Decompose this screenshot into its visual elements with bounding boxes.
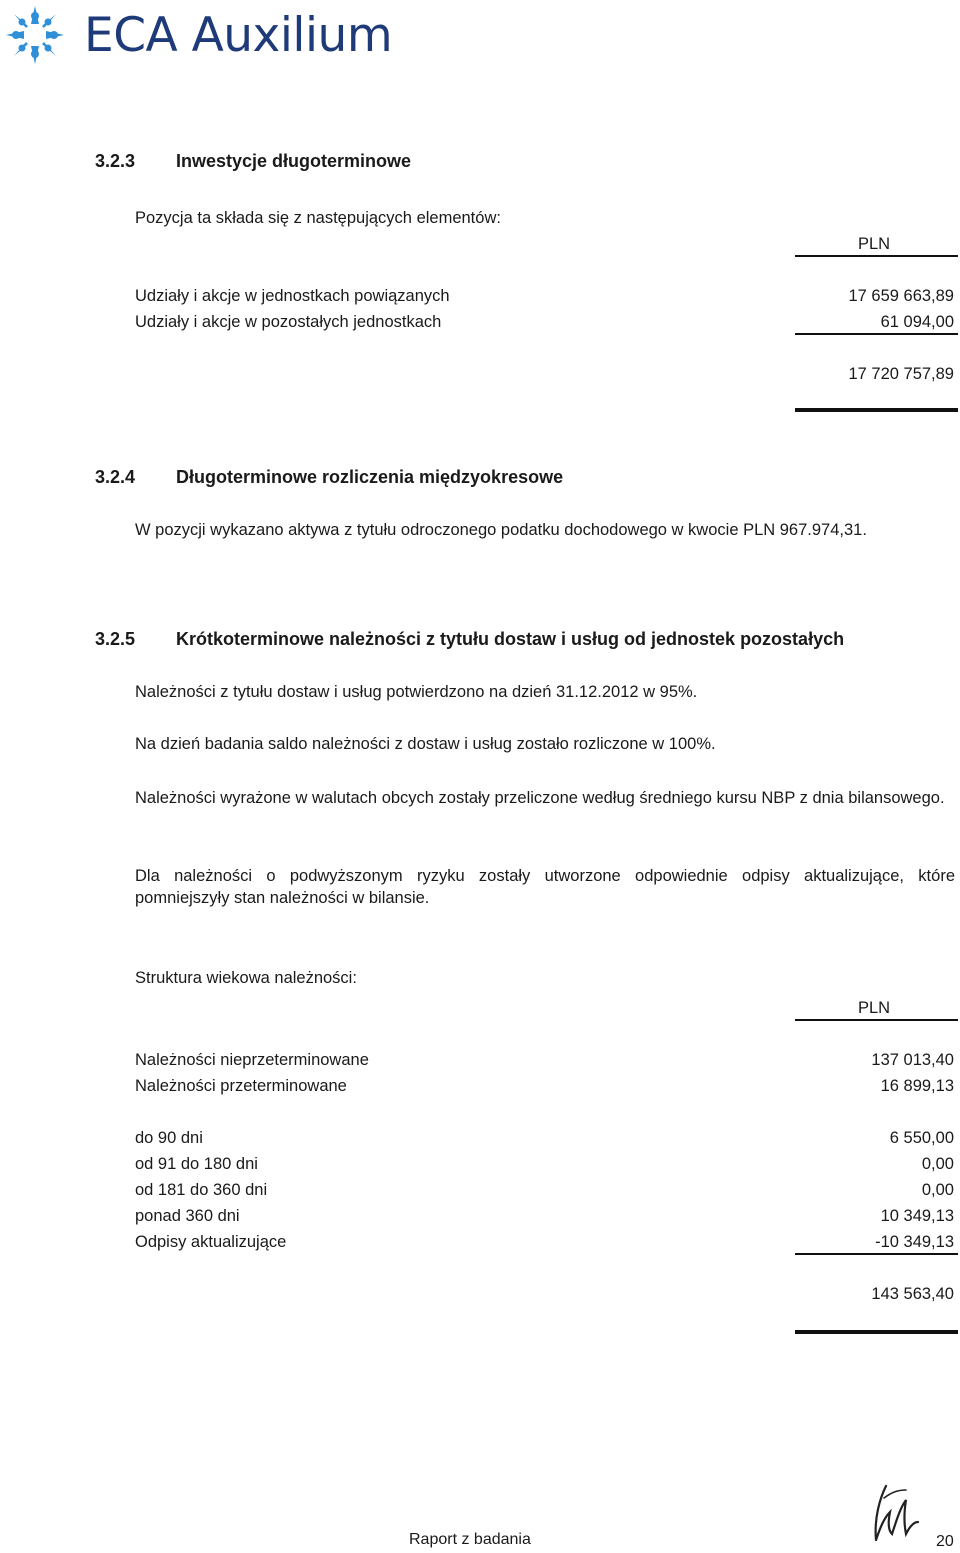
section-number: 3.2.3	[95, 151, 136, 171]
table-row-label: Udziały i akcje w jednostkach powiązanych	[135, 287, 450, 305]
section-title: Długoterminowe rozliczenia międzyokresowe	[176, 467, 564, 487]
table-row-value: 16 899,13	[880, 1077, 954, 1095]
structure-title: Struktura wiekowa należności:	[135, 969, 357, 987]
paragraph: Na dzień badania saldo należności z dostaw i usług zostało rozliczone w 100%.	[135, 735, 716, 753]
company-logo-text: ECA Auxilium	[84, 8, 393, 63]
table-row-value: -10 349,13	[875, 1233, 954, 1251]
total-value: 17 720 757,89	[848, 365, 954, 383]
table-row-value: 6 550,00	[889, 1129, 954, 1147]
table-row-value: 0,00	[921, 1155, 954, 1173]
total-value: 143 563,40	[871, 1285, 954, 1303]
table-row-label: od 181 do 360 dni	[135, 1181, 268, 1199]
table-row-label: Należności przeterminowane	[135, 1077, 347, 1095]
table-row-label: Odpisy aktualizujące	[135, 1233, 287, 1251]
currency-label: PLN	[858, 235, 891, 253]
table-row-value: 61 094,00	[880, 313, 954, 331]
table-row-label: od 91 do 180 dni	[135, 1155, 258, 1173]
total-underline	[795, 1330, 958, 1334]
table-row-label: ponad 360 dni	[135, 1207, 240, 1225]
section-number: 3.2.5	[95, 629, 136, 649]
table-row-value: 17 659 663,89	[848, 287, 954, 305]
currency-label: PLN	[858, 999, 891, 1017]
star-cluster-icon	[4, 4, 66, 66]
paragraph: Należności z tytułu dostaw i usług potwierdzono na dzień 31.12.2012 w 95%.	[135, 683, 698, 701]
table-row-value: 10 349,13	[880, 1207, 954, 1225]
paragraph: Dla należności o podwyższonym ryzyku zostały utworzone odpowiednie odpisy aktualizujące, które pomniejszyły stan należności w bilansie.	[135, 867, 955, 907]
section-number: 3.2.4	[95, 467, 136, 487]
paragraph: W pozycji wykazano aktywa z tytułu odroczonego podatku dochodowego w kwocie PLN 967.974,31.	[135, 521, 867, 539]
table-row-label: do 90 dni	[135, 1129, 203, 1147]
page-number: 20	[936, 1533, 954, 1550]
divider	[795, 1019, 958, 1021]
section-title: Krótkoterminowe należności z tytułu dostaw i usług od jednostek pozostałych	[176, 629, 845, 649]
divider	[795, 1253, 958, 1255]
paragraph: Należności wyrażone w walutach obcych zostały przeliczone według średniego kursu NBP z dnia bilansowego.	[135, 789, 945, 807]
signature-icon	[866, 1478, 928, 1548]
divider	[795, 333, 958, 335]
section-title: Inwestycje długoterminowe	[176, 151, 412, 171]
table-row-value: 137 013,40	[871, 1051, 954, 1069]
table-row-label: Udziały i akcje w pozostałych jednostkach	[135, 313, 442, 331]
intro-text: Pozycja ta składa się z następujących elementów:	[135, 209, 501, 227]
divider	[795, 255, 958, 257]
table-row-value: 0,00	[921, 1181, 954, 1199]
table-row-label: Należności nieprzeterminowane	[135, 1051, 369, 1069]
footer-label: Raport z badania	[409, 1531, 531, 1548]
total-underline	[795, 408, 958, 412]
